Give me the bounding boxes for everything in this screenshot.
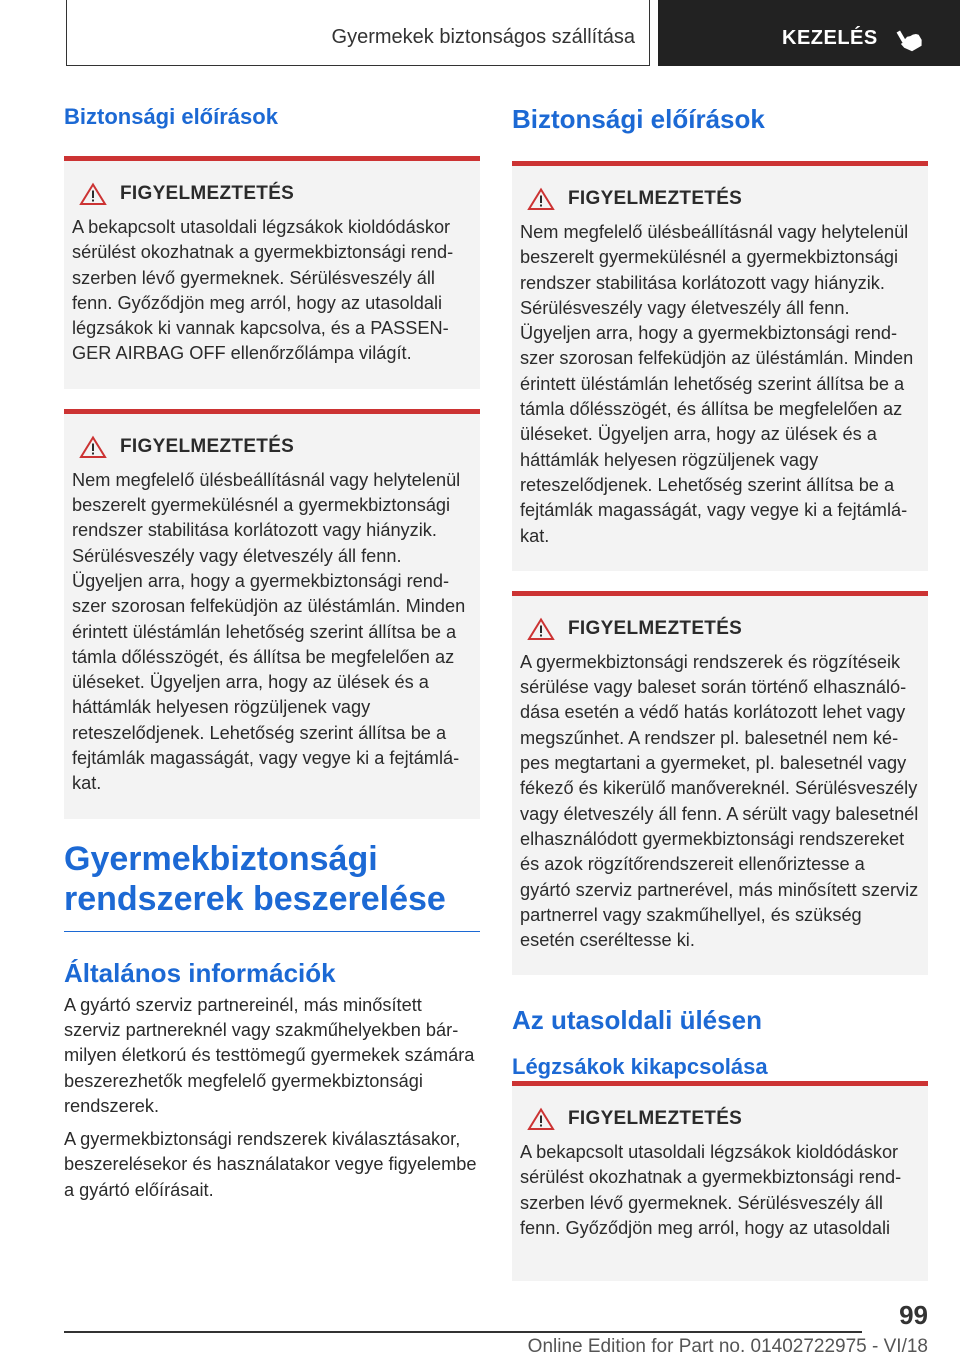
warning-box <box>512 591 928 976</box>
pointing-hand-icon <box>896 24 922 52</box>
warning-title: FIGYELMEZTETÉS <box>120 435 295 457</box>
header-section-box <box>658 0 960 66</box>
warning-box <box>512 161 928 571</box>
paragraph: A gyártó szerviz partnereinél, más minősített szerviz partnereknél vagy szakműhelyekben bármilyen életkorú és testtömegű gyermekek számára beszerezhetők megfelelő gyermekbiztonsági rendszerek. <box>64 994 475 1116</box>
edition-text: Online Edition for Part no. 01402722975 - VI/18 <box>527 1336 928 1357</box>
warning-text: Nem megfelelő ülésbeállításnál vagy helytelenül beszerelt gyermekülésnél a gyermekbiztonsági rendszer stabilitása korlátozott vagy hiányzik. Sérülésveszély vagy életveszély áll fenn. Ügyeljen arra, hogy a gyermekbiztonsági rendszer szorosan felfeküdjön az üléstámlán. Minden érintett üléstámlán lehetőség szerint állítsa be a támla dőlésszögét, és állítsa be megfelelően az üléseket. Ügyeljen arra, hogy az ülések és a háttámlák helyesen rögzüljenek vagy reteszelődjenek. Lehetőség szerint állítsa be a fejtámlák magasságát, vagy vegye ki a fejtámlákat. <box>520 222 914 546</box>
warning-title: FIGYELMEZTETÉS <box>568 1108 743 1129</box>
warning-triangle-icon <box>80 436 106 458</box>
warning-text: A bekapcsolt utasoldali légzsákok kioldódáskor sérülést okozhatnak a gyermekbiztonsági rendszerben lévő gyermeknek. Sérülésveszély áll fenn. Győződjön meg arról, hogy az utasoldali légzsákok ki vannak kapcsolva, és a PASSENGER AIRBAG OFF ellenőrzőlámpa világít. <box>72 217 454 364</box>
warning-title: FIGYELMEZTETÉS <box>568 617 743 639</box>
warning-title: FIGYELMEZTETÉS <box>568 188 743 209</box>
right-column <box>512 100 928 1106</box>
warning-text: A bekapcsolt utasoldali légzsákok kioldódáskor sérülést okozhatnak a gyermekbiztonsági rendszerben lévő gyermeknek. Sérülésveszély áll fenn. Győződjön meg arról, hogy az utasoldali <box>520 1142 902 1238</box>
warning-triangle-icon <box>528 188 554 210</box>
general-info-heading: Általános információk <box>64 957 336 988</box>
footer-divider <box>64 1331 862 1333</box>
page-header <box>0 0 960 66</box>
warning-box <box>64 156 480 389</box>
section-title: KEZELÉS <box>782 27 878 49</box>
warning-box <box>64 409 480 819</box>
warning-triangle-icon <box>80 183 106 205</box>
paragraph: A gyermekbiztonsági rendszerek kiválasztásakor, beszerelésekor és használatakor vegye figyelembe a gyártó előírásait. <box>64 1129 477 1200</box>
warning-title: FIGYELMEZTETÉS <box>120 183 295 204</box>
header-chapter-box <box>66 0 650 66</box>
warning-text: Nem megfelelő ülésbeállításnál vagy helytelenül beszerelt gyermekülésnél a gyermekbiztonsági rendszer stabilitása korlátozott vagy hiányzik. Sérülésveszély vagy életveszély áll fenn. Ügyeljen arra, hogy a gyermekbiztonsági rendszer szorosan felfeküdjön az üléstámlán. Minden érintett üléstámlán lehetőség szerint állítsa be a támla dőlésszögét, és állítsa be megfelelően az üléseket. Ügyeljen arra, hogy az ülések és a háttámlák helyesen rögzüljenek vagy reteszelődjenek. Lehetőség szerint állítsa be a fejtámlák magasságát, vagy vegye ki a fejtámlákat. <box>72 469 466 794</box>
warning-triangle-icon <box>528 618 554 640</box>
chapter-title: Gyermekek biztonságos szállítása <box>331 26 635 48</box>
warning-triangle-icon <box>528 1108 554 1130</box>
airbag-deactivation-heading: Légzsákok kikapcsolása <box>512 1054 768 1080</box>
warning-box-truncated <box>512 1081 928 1238</box>
page-number: 99 <box>899 1300 928 1330</box>
warning-text: A gyermekbiztonsági rendszerek és rögzítéseik sérülése vagy baleset során történő elhasználódása esetén a védő hatás korlátozott lehet vagy megszűnhet. A rendszer pl. balesetnél nem képes megtartani a gyermeket, pl. balesetnél vagy fékező és kikerülő manővereknél. Sérülésveszély vagy életveszély áll fenn. A sérült vagy balesetnél elhasználódott gyermekbiztonsági rendszereket és azok rögzítőrendszereit ellenőriztesse a gyártó szerviz partnerével, más minősített szerviz partnerrel vagy szakműhellyel, és szükség esetén cseréltesse ki. <box>520 651 919 951</box>
left-safety-heading: Biztonsági előírások <box>64 104 278 129</box>
right-safety-heading: Biztonsági előírások <box>512 104 765 134</box>
passenger-seat-heading: Az utasoldali ülésen <box>512 1005 762 1036</box>
left-column <box>64 100 480 1211</box>
installation-main-heading: Gyermekbiztonsági rendszerek beszerelése <box>64 839 480 932</box>
